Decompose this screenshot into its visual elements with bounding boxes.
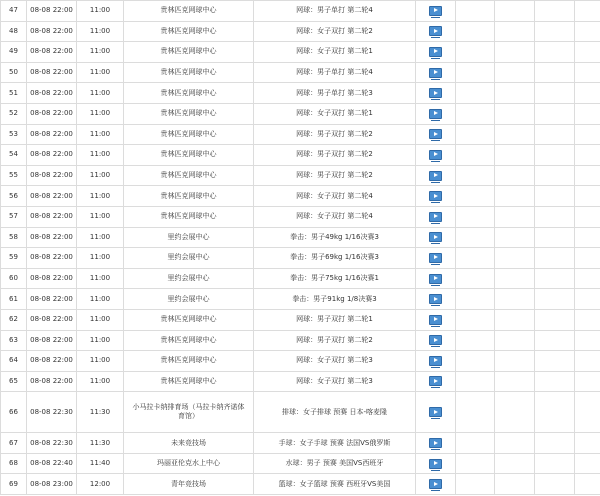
live-video-icon[interactable] [429, 150, 442, 160]
row-number: 66 [1, 392, 27, 433]
empty-cell [575, 330, 600, 351]
live-video-icon[interactable] [429, 109, 442, 119]
beijing-time-cell: 08-08 22:00 [27, 103, 77, 124]
row-number: 69 [1, 474, 27, 495]
empty-cell [456, 330, 495, 351]
local-time-cell: 11:00 [77, 62, 124, 83]
live-cell [416, 206, 456, 227]
empty-cell [495, 268, 535, 289]
row-number: 65 [1, 371, 27, 392]
empty-cell [456, 351, 495, 372]
empty-cell [495, 124, 535, 145]
beijing-time-cell: 08-08 22:00 [27, 62, 77, 83]
venue-cell: 玛丽亚伦克水上中心 [124, 453, 254, 474]
table-row [1, 248, 600, 269]
beijing-time-cell: 08-08 22:40 [27, 453, 77, 474]
event-cell: 网球：男子单打 第二轮4 [254, 62, 416, 83]
beijing-time-cell: 08-08 22:00 [27, 248, 77, 269]
live-cell [416, 289, 456, 310]
live-cell [416, 227, 456, 248]
row-number: 64 [1, 351, 27, 372]
table-row [1, 351, 600, 372]
empty-cell [456, 145, 495, 166]
local-time-cell: 11:00 [77, 289, 124, 310]
empty-cell [575, 453, 600, 474]
live-cell [416, 453, 456, 474]
live-cell [416, 474, 456, 495]
empty-cell [495, 145, 535, 166]
table-row [1, 453, 600, 474]
local-time-cell: 11:30 [77, 392, 124, 433]
event-cell: 网球：男子双打 第二轮2 [254, 165, 416, 186]
local-time-cell: 11:00 [77, 145, 124, 166]
empty-cell [535, 330, 575, 351]
empty-cell [535, 309, 575, 330]
empty-cell [456, 227, 495, 248]
table-row [1, 309, 600, 330]
table-row [1, 433, 600, 454]
empty-cell [456, 371, 495, 392]
live-cell [416, 165, 456, 186]
event-cell: 网球：男子单打 第二轮4 [254, 1, 416, 22]
empty-cell [456, 453, 495, 474]
empty-cell [495, 186, 535, 207]
empty-cell [535, 62, 575, 83]
empty-cell [535, 21, 575, 42]
event-cell: 拳击：男子91kg 1/8决赛3 [254, 289, 416, 310]
live-video-icon[interactable] [429, 315, 442, 325]
empty-cell [535, 103, 575, 124]
live-video-icon[interactable] [429, 6, 442, 16]
live-video-icon[interactable] [429, 459, 442, 469]
row-number: 52 [1, 103, 27, 124]
venue-cell: 贵林匹克网球中心 [124, 21, 254, 42]
row-number: 50 [1, 62, 27, 83]
beijing-time-cell: 08-08 22:00 [27, 145, 77, 166]
empty-cell [575, 371, 600, 392]
event-cell: 网球：女子双打 第二轮1 [254, 103, 416, 124]
table-row [1, 392, 600, 433]
venue-cell: 贵林匹克网球中心 [124, 42, 254, 63]
event-cell: 水球：男子 预赛 美国VS西班牙 [254, 453, 416, 474]
local-time-cell: 11:30 [77, 433, 124, 454]
table-row [1, 186, 600, 207]
empty-cell [575, 474, 600, 495]
venue-cell: 贵林匹克网球中心 [124, 103, 254, 124]
empty-cell [575, 351, 600, 372]
venue-cell: 里约会展中心 [124, 289, 254, 310]
beijing-time-cell: 08-08 22:30 [27, 392, 77, 433]
empty-cell [495, 433, 535, 454]
row-number: 55 [1, 165, 27, 186]
event-cell: 网球：男子单打 第二轮3 [254, 83, 416, 104]
empty-cell [575, 186, 600, 207]
live-cell [416, 351, 456, 372]
row-number: 68 [1, 453, 27, 474]
event-cell: 网球：女子双打 第二轮4 [254, 206, 416, 227]
empty-cell [575, 83, 600, 104]
empty-cell [535, 453, 575, 474]
row-number: 53 [1, 124, 27, 145]
live-video-icon[interactable] [429, 253, 442, 263]
empty-cell [495, 289, 535, 310]
venue-cell: 里约会展中心 [124, 227, 254, 248]
table-row [1, 83, 600, 104]
table-row [1, 124, 600, 145]
event-cell: 篮球：女子篮球 预赛 西班牙VS美国 [254, 474, 416, 495]
empty-cell [495, 1, 535, 22]
empty-cell [535, 433, 575, 454]
empty-cell [456, 289, 495, 310]
live-video-icon[interactable] [429, 407, 442, 417]
local-time-cell: 11:00 [77, 1, 124, 22]
event-cell: 网球：男子双打 第二轮2 [254, 330, 416, 351]
empty-cell [495, 351, 535, 372]
venue-cell: 里约会展中心 [124, 248, 254, 269]
live-cell [416, 268, 456, 289]
live-cell [416, 103, 456, 124]
beijing-time-cell: 08-08 22:00 [27, 227, 77, 248]
empty-cell [495, 227, 535, 248]
empty-cell [456, 21, 495, 42]
table-row [1, 165, 600, 186]
row-number: 57 [1, 206, 27, 227]
event-cell: 网球：男子双打 第二轮2 [254, 124, 416, 145]
empty-cell [535, 248, 575, 269]
empty-cell [456, 165, 495, 186]
empty-cell [495, 103, 535, 124]
table-row [1, 103, 600, 124]
local-time-cell: 11:00 [77, 351, 124, 372]
empty-cell [535, 165, 575, 186]
venue-cell: 贵林匹克网球中心 [124, 351, 254, 372]
empty-cell [535, 227, 575, 248]
live-video-icon[interactable] [429, 294, 442, 304]
empty-cell [575, 165, 600, 186]
live-cell [416, 1, 456, 22]
live-video-icon[interactable] [429, 129, 442, 139]
event-cell: 拳击：男子49kg 1/16决赛3 [254, 227, 416, 248]
beijing-time-cell: 08-08 22:00 [27, 165, 77, 186]
event-cell: 拳击：男子75kg 1/16决赛1 [254, 268, 416, 289]
live-video-icon[interactable] [429, 171, 442, 181]
empty-cell [575, 1, 600, 22]
beijing-time-cell: 08-08 22:00 [27, 309, 77, 330]
schedule-body [1, 1, 600, 495]
empty-cell [575, 268, 600, 289]
table-row [1, 330, 600, 351]
row-number: 63 [1, 330, 27, 351]
table-row [1, 289, 600, 310]
empty-cell [456, 392, 495, 433]
empty-cell [575, 289, 600, 310]
live-video-icon[interactable] [429, 212, 442, 222]
live-cell [416, 42, 456, 63]
live-cell [416, 62, 456, 83]
table-row [1, 1, 600, 22]
empty-cell [495, 371, 535, 392]
beijing-time-cell: 08-08 22:00 [27, 289, 77, 310]
event-cell: 网球：女子双打 第二轮3 [254, 351, 416, 372]
empty-cell [535, 392, 575, 433]
venue-cell: 未来竞技场 [124, 433, 254, 454]
empty-cell [456, 206, 495, 227]
row-number: 62 [1, 309, 27, 330]
empty-cell [535, 1, 575, 22]
empty-cell [535, 371, 575, 392]
live-cell [416, 145, 456, 166]
local-time-cell: 12:00 [77, 474, 124, 495]
live-cell [416, 309, 456, 330]
local-time-cell: 11:00 [77, 371, 124, 392]
local-time-cell: 11:00 [77, 309, 124, 330]
table-row [1, 268, 600, 289]
row-number: 61 [1, 289, 27, 310]
event-cell: 网球：男子双打 第二轮2 [254, 145, 416, 166]
live-cell [416, 433, 456, 454]
row-number: 47 [1, 1, 27, 22]
venue-cell: 贵林匹克网球中心 [124, 1, 254, 22]
empty-cell [456, 124, 495, 145]
table-row [1, 227, 600, 248]
table-row [1, 474, 600, 495]
table-row [1, 21, 600, 42]
live-video-icon[interactable] [429, 47, 442, 57]
empty-cell [575, 392, 600, 433]
empty-cell [456, 186, 495, 207]
empty-cell [535, 42, 575, 63]
live-cell [416, 124, 456, 145]
event-cell: 网球：男子双打 第二轮1 [254, 309, 416, 330]
venue-cell: 贵林匹克网球中心 [124, 309, 254, 330]
venue-cell: 贵林匹克网球中心 [124, 186, 254, 207]
live-cell [416, 371, 456, 392]
live-video-icon[interactable] [429, 335, 442, 345]
local-time-cell: 11:00 [77, 42, 124, 63]
empty-cell [456, 83, 495, 104]
live-cell [416, 248, 456, 269]
venue-cell: 贵林匹克网球中心 [124, 145, 254, 166]
empty-cell [575, 124, 600, 145]
local-time-cell: 11:40 [77, 453, 124, 474]
live-cell [416, 186, 456, 207]
venue-cell: 贵林匹克网球中心 [124, 165, 254, 186]
beijing-time-cell: 08-08 22:00 [27, 351, 77, 372]
live-video-icon[interactable] [429, 438, 442, 448]
empty-cell [495, 83, 535, 104]
event-cell: 网球：女子双打 第二轮1 [254, 42, 416, 63]
live-video-icon[interactable] [429, 274, 442, 284]
live-video-icon[interactable] [429, 376, 442, 386]
local-time-cell: 11:00 [77, 83, 124, 104]
beijing-time-cell: 08-08 22:00 [27, 330, 77, 351]
empty-cell [495, 309, 535, 330]
empty-cell [495, 165, 535, 186]
local-time-cell: 11:00 [77, 227, 124, 248]
row-number: 48 [1, 21, 27, 42]
beijing-time-cell: 08-08 22:00 [27, 206, 77, 227]
row-number: 54 [1, 145, 27, 166]
event-cell: 网球：女子双打 第二轮4 [254, 186, 416, 207]
empty-cell [535, 268, 575, 289]
empty-cell [456, 42, 495, 63]
local-time-cell: 11:00 [77, 21, 124, 42]
empty-cell [456, 248, 495, 269]
empty-cell [495, 62, 535, 83]
beijing-time-cell: 08-08 22:00 [27, 268, 77, 289]
local-time-cell: 11:00 [77, 165, 124, 186]
venue-cell: 贵林匹克网球中心 [124, 83, 254, 104]
empty-cell [456, 474, 495, 495]
local-time-cell: 11:00 [77, 103, 124, 124]
empty-cell [575, 309, 600, 330]
empty-cell [535, 145, 575, 166]
empty-cell [495, 248, 535, 269]
empty-cell [575, 433, 600, 454]
empty-cell [575, 145, 600, 166]
table-row [1, 42, 600, 63]
empty-cell [575, 248, 600, 269]
live-cell [416, 21, 456, 42]
venue-cell: 贵林匹克网球中心 [124, 206, 254, 227]
beijing-time-cell: 08-08 22:00 [27, 1, 77, 22]
venue-cell: 小马拉卡纳排育场（马拉卡纳齐诺体育馆） [124, 392, 254, 433]
empty-cell [535, 474, 575, 495]
row-number: 60 [1, 268, 27, 289]
live-video-icon[interactable] [429, 232, 442, 242]
empty-cell [535, 206, 575, 227]
venue-cell: 贵林匹克网球中心 [124, 62, 254, 83]
empty-cell [495, 42, 535, 63]
empty-cell [495, 21, 535, 42]
row-number: 56 [1, 186, 27, 207]
empty-cell [495, 392, 535, 433]
empty-cell [535, 124, 575, 145]
table-row [1, 145, 600, 166]
local-time-cell: 11:00 [77, 124, 124, 145]
venue-cell: 贵林匹克网球中心 [124, 330, 254, 351]
empty-cell [575, 42, 600, 63]
table-row [1, 371, 600, 392]
empty-cell [495, 453, 535, 474]
beijing-time-cell: 08-08 22:30 [27, 433, 77, 454]
live-cell [416, 392, 456, 433]
event-cell: 拳击：男子69kg 1/16决赛3 [254, 248, 416, 269]
empty-cell [456, 433, 495, 454]
beijing-time-cell: 08-08 22:00 [27, 21, 77, 42]
empty-cell [456, 62, 495, 83]
empty-cell [575, 62, 600, 83]
local-time-cell: 11:00 [77, 248, 124, 269]
beijing-time-cell: 08-08 23:00 [27, 474, 77, 495]
empty-cell [575, 227, 600, 248]
live-video-icon[interactable] [429, 479, 442, 489]
beijing-time-cell: 08-08 22:00 [27, 83, 77, 104]
venue-cell: 贵林匹克网球中心 [124, 371, 254, 392]
event-cell: 网球：女子双打 第二轮2 [254, 21, 416, 42]
empty-cell [535, 351, 575, 372]
empty-cell [535, 83, 575, 104]
live-video-icon[interactable] [429, 356, 442, 366]
live-video-icon[interactable] [429, 26, 442, 36]
live-cell [416, 83, 456, 104]
live-video-icon[interactable] [429, 68, 442, 78]
empty-cell [575, 21, 600, 42]
local-time-cell: 11:00 [77, 206, 124, 227]
table-row [1, 62, 600, 83]
row-number: 58 [1, 227, 27, 248]
live-video-icon[interactable] [429, 88, 442, 98]
beijing-time-cell: 08-08 22:00 [27, 42, 77, 63]
row-number: 49 [1, 42, 27, 63]
empty-cell [575, 206, 600, 227]
venue-cell: 贵林匹克网球中心 [124, 124, 254, 145]
local-time-cell: 11:00 [77, 186, 124, 207]
empty-cell [456, 103, 495, 124]
empty-cell [456, 309, 495, 330]
beijing-time-cell: 08-08 22:00 [27, 186, 77, 207]
empty-cell [495, 330, 535, 351]
local-time-cell: 11:00 [77, 268, 124, 289]
empty-cell [456, 268, 495, 289]
row-number: 67 [1, 433, 27, 454]
empty-cell [456, 1, 495, 22]
empty-cell [495, 474, 535, 495]
venue-cell: 里约会展中心 [124, 268, 254, 289]
event-cell: 手球：女子手球 预赛 法国VS俄罗斯 [254, 433, 416, 454]
empty-cell [535, 186, 575, 207]
table-row [1, 206, 600, 227]
empty-cell [575, 103, 600, 124]
beijing-time-cell: 08-08 22:00 [27, 371, 77, 392]
beijing-time-cell: 08-08 22:00 [27, 124, 77, 145]
row-number: 51 [1, 83, 27, 104]
empty-cell [495, 206, 535, 227]
event-cell: 排球：女子排球 预赛 日本-喀麦隆 [254, 392, 416, 433]
event-cell: 网球：女子双打 第二轮3 [254, 371, 416, 392]
empty-cell [535, 289, 575, 310]
venue-cell: 青年竞技场 [124, 474, 254, 495]
row-number: 59 [1, 248, 27, 269]
live-cell [416, 330, 456, 351]
local-time-cell: 11:00 [77, 330, 124, 351]
live-video-icon[interactable] [429, 191, 442, 201]
